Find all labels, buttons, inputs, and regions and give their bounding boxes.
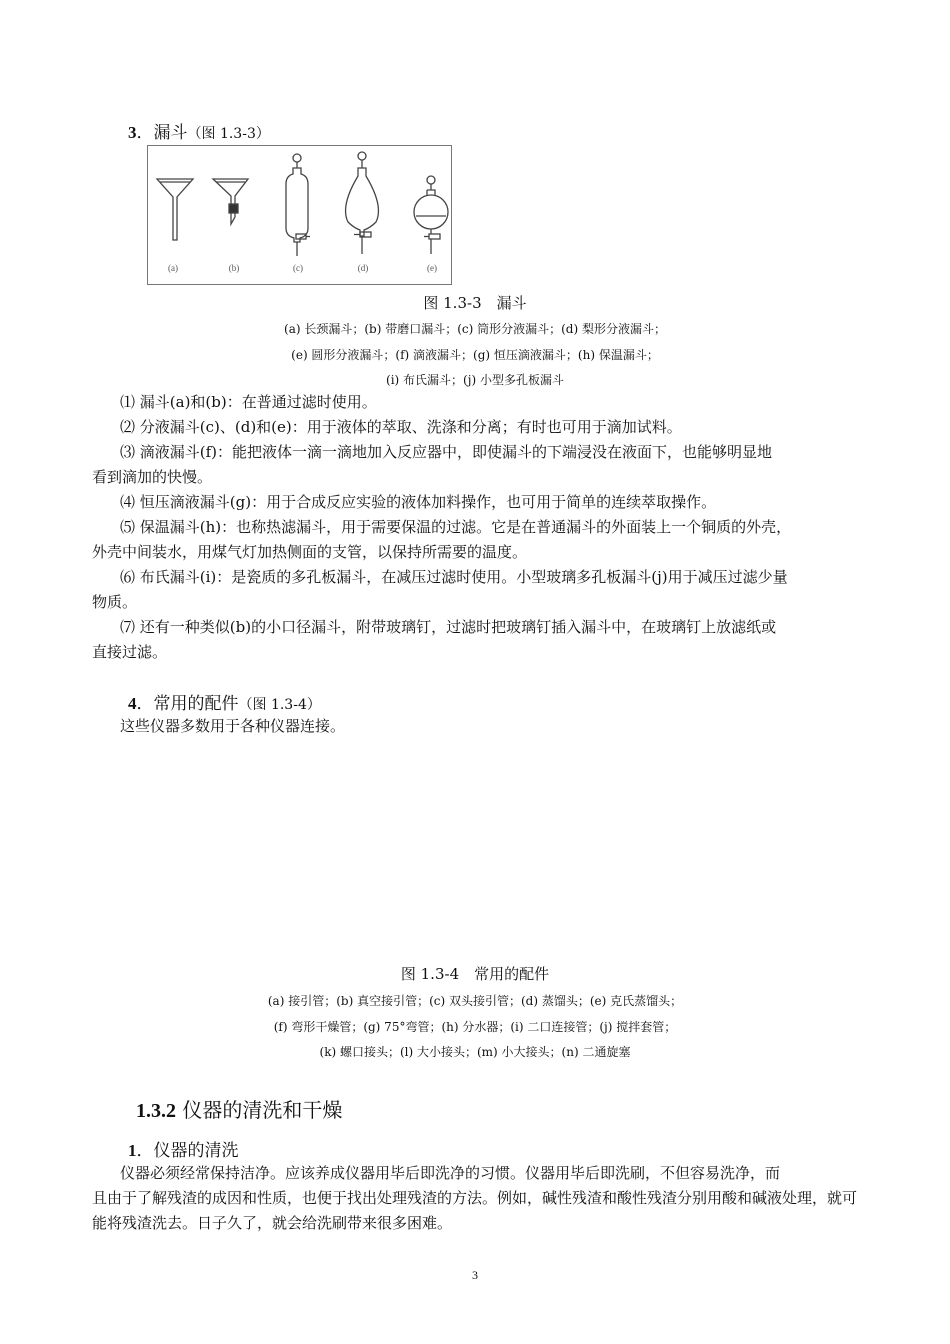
section-4-heading: 4．常用的配件（图 1.3-4） bbox=[128, 694, 321, 714]
figure-1-3-4-legend-1: (a) 接引管；(b) 真空接引管；(c) 双头接引管；(d) 蒸馏头；(e) 克氏蒸馏头； bbox=[267, 994, 683, 1008]
page-number: 3 bbox=[472, 1268, 478, 1282]
section-4-text: 这些仪器多数用于各种仪器连接。 bbox=[120, 717, 346, 735]
cylindrical-separatory-funnel-icon bbox=[286, 154, 310, 256]
item-7: ⑺ 还有一种类似(b)的小口径漏斗，附带玻璃钉，过滤时把玻璃钉插入漏斗中，在玻璃钉上放滤纸或 直接过滤。 bbox=[92, 618, 777, 661]
figure-label-e: (e) bbox=[427, 263, 437, 273]
item-1: ⑴ 漏斗(a)和(b)：在普通过滤时使用。 bbox=[120, 393, 377, 411]
figure-label-a: (a) bbox=[168, 263, 178, 273]
long-stem-funnel-icon bbox=[157, 179, 193, 240]
section-1-3-2-heading bbox=[136, 1094, 342, 1123]
item-4: ⑷ 恒压滴液漏斗(g)：用于合成反应实验的液体加料操作，也可用于简单的连续萃取操作。 bbox=[120, 493, 717, 511]
item-5: ⑸ 保温漏斗(h)：也称热滤漏斗，用于需要保温的过滤。它是在普通漏斗的外面装上一个铜质的外壳， 外壳中间装水，用煤气灯加热侧面的支管，以保持所需要的温度。 bbox=[92, 518, 792, 561]
figure-1-3-3-legend-2: (e) 圆形分液漏斗；(f) 滴液漏斗；(g) 恒压滴液漏斗；(h) 保温漏斗； bbox=[291, 348, 659, 362]
section-3-title: 漏斗 bbox=[153, 123, 188, 143]
pear-separatory-funnel-icon bbox=[346, 152, 379, 254]
section-4-figure-ref: （图 1.3-4） bbox=[238, 697, 321, 713]
section-3-number: 3 bbox=[128, 123, 137, 142]
subsection-1-number: 1 bbox=[128, 1141, 137, 1160]
figure-label-d: (d) bbox=[357, 263, 369, 273]
figure-1-3-3-legend-3: (i) 布氏漏斗；(j) 小型多孔板漏斗 bbox=[386, 373, 564, 387]
section-4-number: 4 bbox=[128, 694, 137, 713]
cleaning-paragraph: 仪器必须经常保持洁净。应该养成仪器用毕后即洗净的习惯。仪器用毕后即洗刷，不但容易洗净，而 且由于了解残渣的成因和性质，也便于找出处理残渣的方法。例如，碱性残渣和酸性残渣分别用酸和碱液处理，就可能将残渣洗去。日子久了，就会给洗刷带来很多困难。 bbox=[92, 1164, 858, 1232]
funnel-illustration bbox=[148, 146, 451, 284]
figure-1-3-4-legend-3: (k) 螺口接头；(l) 大小接头；(m) 小大接头；(n) 二通旋塞 bbox=[319, 1045, 631, 1059]
figure-label-b: (b) bbox=[228, 263, 240, 273]
funnel-figure bbox=[147, 145, 452, 285]
ground-joint-funnel-icon bbox=[213, 179, 248, 224]
item-6: ⑹ 布氏漏斗(i)：是瓷质的多孔板漏斗，在减压过滤时使用。小型玻璃多孔板漏斗(j)用于减压过滤少量 物质。 bbox=[92, 568, 788, 611]
figure-1-3-4-caption: 图 1.3-4 常用的配件 bbox=[400, 965, 550, 983]
figure-1-3-3-legend-1: (a) 长颈漏斗；(b) 带磨口漏斗；(c) 筒形分液漏斗；(d) 梨形分液漏斗； bbox=[284, 322, 666, 336]
figure-label-c: (c) bbox=[293, 263, 303, 273]
item-2: ⑵ 分液漏斗(c)、(d)和(e)：用于液体的萃取、洗涤和分离；有时也可用于滴加试料。 bbox=[120, 418, 682, 436]
subsection-1-heading: 1．仪器的清洗 bbox=[128, 1141, 239, 1161]
section-1-3-2-number: 1.3.2 bbox=[136, 1100, 176, 1122]
section-1-3-2-title: 仪器的清洗和干燥 bbox=[182, 1098, 343, 1122]
section-3-heading: 3．漏斗（图 1.3-3） bbox=[128, 123, 270, 143]
round-separatory-funnel-icon bbox=[414, 176, 448, 254]
subsection-1-title: 仪器的清洗 bbox=[153, 1141, 239, 1161]
figure-1-3-4-legend-2: (f) 弯形干燥管；(g) 75°弯管；(h) 分水器；(i) 二口连接管；(j) 搅拌套管； bbox=[273, 1020, 677, 1034]
figure-1-3-3-caption: 图 1.3-3 漏斗 bbox=[423, 294, 527, 312]
item-3: ⑶ 滴液漏斗(f)：能把液体一滴一滴地加入反应器中，即使漏斗的下端浸没在液面下，也能够明显地 看到滴加的快慢。 bbox=[92, 443, 773, 486]
section-3-figure-ref: （图 1.3-3） bbox=[187, 126, 270, 142]
section-4-title: 常用的配件 bbox=[153, 694, 239, 714]
